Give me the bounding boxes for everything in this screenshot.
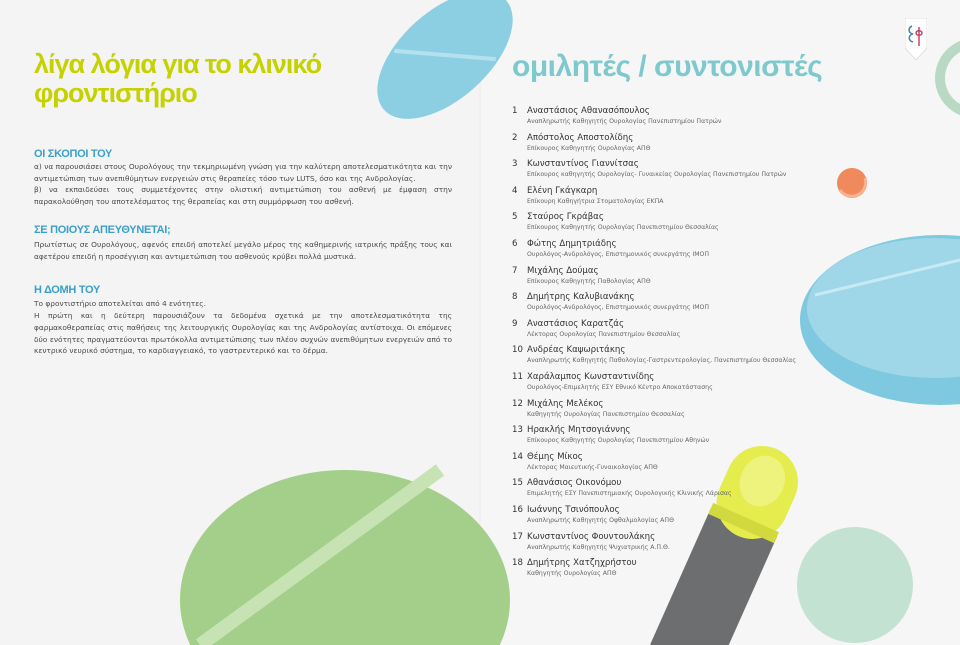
list-item [512,106,842,133]
speaker-number: 4 [512,185,518,196]
speaker-name: Χαράλαμπος Κωνσταντινίδης [527,371,655,382]
list-item [512,558,842,585]
speaker-number: 1 [512,106,518,116]
aims-heading: ΟΙ ΣΚΟΠΟΙ ΤΟΥ [34,148,113,160]
speaker-name: Δημήτρης Καλυβιανάκης [527,292,635,303]
speaker-name: Κωνσταντίνος Φουντουλάκης [527,531,656,542]
list-item [512,239,842,266]
speaker-name: Δημήτρης Χατζηχρήστου [527,558,637,569]
aims-item-a: α) να παρουσιάσει στους Ουρολόγους την τεκμηριωμένη γνώση για την καλύτερη αποτελεσματικότητα και την αντιμετώπιση των ανεπιθύμητων ενεργειών στις θεραπείες τόσο των LUTS, όσο και της Ανδρολογίας. [34,162,452,183]
list-item [512,399,842,426]
speaker-role: Ουρολόγος-Ανδρολόγος, Επιστημονικός συνεργάτης ΙΜΟΠ [527,304,710,312]
speaker-name: Ανδρέας Καψωριτάκης [527,345,626,356]
list-item [512,372,842,399]
audience-heading: ΣΕ ΠΟΙΟΥΣ ΑΠΕΥΘΥΝΕΤΑΙ; [34,224,171,236]
list-item [512,452,842,479]
speaker-name: Φώτης Δημητριάδης [527,238,617,249]
structure-intro: Το φροντιστήριο αποτελείται από 4 ενότητες. [34,299,206,308]
structure-body: Η πρώτη και η δεύτερη παρουσιάζουν τα δεδομένα σχετικά με την αποτελεσματικότητα της φαρμακοθεραπείας στις παθήσεις της λειτουργικής Ουρολογίας και της Ανδρολογίας αντίστοιχα. Οι επόμενες δύο ενότητες πραγματεύονται πρωτόκολλα αντιμετώπισης των πλέον συχνών ανεπιθύμητων ενεργειών από το κεντρικό νευρικό σύστημα, το καρδιαγγειακό, το γαστρεντερικό και το δέρμα. [34,311,452,356]
speaker-name: Κωνσταντίνος Γιαννίτσας [527,159,639,170]
speaker-role: Ουρολόγος-Ανδρολόγος, Επιστημονικός συνεργάτης ΙΜΟΠ [527,250,710,258]
speaker-role: Επίκουρη Καθηγήτρια Στοματολογίας ΕΚΠΑ [527,197,664,205]
speaker-number: 11 [512,371,523,382]
list-item [512,478,842,505]
speaker-number: 8 [512,292,518,303]
speaker-name: Μιχάλης Δούμας [527,265,599,276]
speaker-role: Επιμελητής ΕΣΥ Πανεπιστημιακής Ουρολογικής Κλινικής Λάρισας [527,490,732,498]
speaker-name: Μιχάλης Μελέκος [527,398,604,409]
speaker-role: Ουρολόγος-Επιμελητής ΕΣΥ Εθνικό Κέντρο Αποκατάστασης [527,383,713,391]
audience-text: Πρωτίστως σε Ουρολόγους, αφενός επειδή αποτελεί μεγάλο μέρος της καθημερινής ιατρικής πράξης τους και αφετέρου επειδή η προσέγγιση και αντιμετώπιση του ασθενούς κρύβει πολλά μυστικά. [34,240,452,261]
list-item [512,186,842,213]
speaker-number: 17 [512,531,523,542]
aims-item-b: β) να εκπαιδεύσει τους συμμετέχοντες στην ολιστική αντιμετώπιση του ασθενή με έμφαση στην παρακολούθηση του αποτελέσματος της θεραπείας και στη συμμόρφωση του ασθενή. [34,185,452,206]
left-page [0,0,478,645]
list-item [512,159,842,186]
speakers-list [512,106,842,585]
speaker-number: 6 [512,238,518,249]
speaker-role: Επίκουρος Καθηγητής Ουρολογίας Πανεπιστημίου Θεσσαλίας [527,224,719,232]
speaker-number: 14 [512,451,523,462]
speakers-title: ομιλητές / συντονιστές [512,50,823,83]
list-item [512,133,842,160]
list-item [512,425,842,452]
page-title: λίγα λόγια για το κλινικό φροντιστήριο [34,49,322,108]
list-item [512,266,842,293]
speaker-role: Αναπληρωτής Καθηγητής Οφθαλμολογίας ΑΠΘ [527,516,674,524]
speaker-role: Αναπληρωτής Καθηγητής Ψυχιατρικής Α.Π.Θ. [527,543,670,551]
speaker-number: 10 [512,345,523,356]
speaker-role: Επίκουρος Καθηγητής Ουρολογίας ΑΠΘ [527,144,651,152]
speaker-number: 3 [512,159,518,170]
list-item [512,292,842,319]
speaker-role: Καθηγητής Ουρολογίας Πανεπιστημίου Θεσσαλίας [527,410,685,418]
list-item [512,212,842,239]
speaker-name: Ελένη Γκάγκαρη [527,185,598,196]
speaker-name: Απόστολος Αποστολίδης [527,132,634,143]
speaker-number: 18 [512,558,523,569]
right-page [482,0,960,645]
speaker-name: Σταύρος Γκράβας [527,212,604,223]
list-item [512,532,842,559]
speaker-number: 15 [512,478,523,489]
speaker-role: Αναπληρωτής Καθηγητής Ουρολογίας Πανεπιστημίου Πατρών [527,118,722,125]
speaker-role: Καθηγητής Ουρολογίας ΑΠΘ [527,570,617,578]
speaker-number: 2 [512,132,518,143]
speaker-number: 12 [512,398,523,409]
speaker-number: 9 [512,318,518,329]
structure-heading: Η ΔΟΜΗ ΤΟΥ [34,284,101,296]
speaker-role: Επίκουρος Καθηγητής Παθολογίας ΑΠΘ [527,277,651,285]
speaker-role: Λέκτορας Ουρολογίας Πανεπιστημίου Θεσσαλίας [527,330,681,338]
speaker-number: 13 [512,425,523,436]
list-item [512,319,842,346]
speaker-name: Θέμης Μίκος [527,451,583,462]
speaker-name: Ηρακλής Μητσογιάννης [527,425,631,436]
speaker-name: Αναστάσιος Αθανασόπουλος [527,106,650,116]
speaker-role: Επίκουρος καθηγητής Ουρολογίας- Γυναικείας Ουρολογίας Πανεπιστημίου Πατρών [527,171,787,179]
speaker-role: Αναπληρωτής Καθηγητής Παθολογίας-Γαστρεντερολογίας, Πανεπιστημίου Θεσσαλίας [527,357,796,365]
speaker-name: Ιωάννης Τσινόπουλος [527,504,620,515]
speaker-name: Αναστάσιος Καρατζάς [527,318,624,329]
speaker-role: Λέκτορας Μαιευτικής-Γυναικολογίας ΑΠΘ [527,463,658,471]
speaker-number: 7 [512,265,518,276]
list-item [512,345,842,372]
speaker-number: 16 [512,504,523,515]
speaker-number: 5 [512,212,518,223]
list-item [512,505,842,532]
speaker-name: Αθανάσιος Οικονόμου [527,478,622,489]
speaker-role: Επίκουρος Καθηγητής Ουρολογίας Πανεπιστημίου Αθηνών [527,437,710,445]
